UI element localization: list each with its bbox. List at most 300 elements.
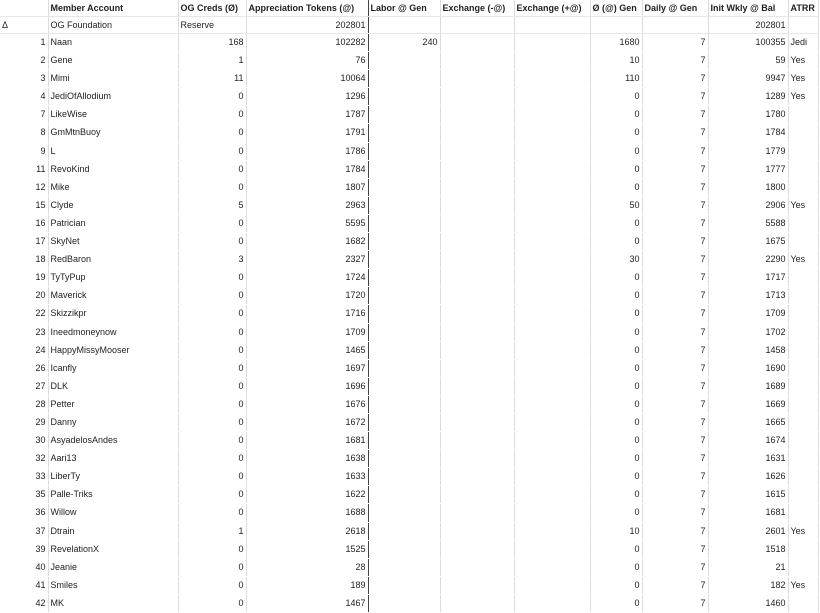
cell[interactable] [440,269,514,287]
cell[interactable]: 1777 [708,160,788,178]
cell[interactable]: 1665 [708,413,788,431]
cell[interactable]: 7 [642,576,708,594]
cell[interactable] [440,432,514,450]
cell[interactable]: Maverick [48,287,178,305]
cell[interactable] [368,106,440,124]
cell[interactable]: 22 [0,305,48,323]
cell[interactable]: 19 [0,269,48,287]
cell[interactable] [440,413,514,431]
header-cell[interactable] [0,0,48,17]
cell[interactable]: 168 [178,34,246,52]
cell[interactable] [368,504,440,522]
cell[interactable]: 0 [178,269,246,287]
cell[interactable]: TyTyPup [48,269,178,287]
cell[interactable]: 27 [0,377,48,395]
cell[interactable] [788,142,818,160]
cell[interactable]: 30 [0,432,48,450]
cell[interactable]: 1800 [708,178,788,196]
cell[interactable]: 1688 [246,504,368,522]
cell[interactable] [590,17,642,34]
cell[interactable]: 7 [642,124,708,142]
cell[interactable]: 0 [590,160,642,178]
cell[interactable]: 1682 [246,233,368,251]
cell[interactable]: 7 [642,52,708,70]
cell[interactable]: 1689 [708,377,788,395]
cell[interactable]: 1622 [246,486,368,504]
cell[interactable] [440,88,514,106]
cell[interactable]: Danny [48,413,178,431]
cell[interactable] [788,160,818,178]
cell[interactable]: 7 [642,395,708,413]
cell[interactable]: Yes [788,52,818,70]
cell[interactable]: 10 [590,522,642,540]
cell[interactable] [514,17,590,34]
cell[interactable] [514,432,590,450]
cell[interactable]: Yes [788,576,818,594]
cell[interactable] [514,142,590,160]
cell[interactable]: 240 [368,34,440,52]
cell[interactable]: 0 [178,504,246,522]
cell[interactable]: 50 [590,196,642,214]
cell[interactable] [514,214,590,232]
cell[interactable]: 1674 [708,432,788,450]
cell[interactable]: Palle-Triks [48,486,178,504]
cell[interactable]: 202801 [708,17,788,34]
cell[interactable] [788,287,818,305]
cell[interactable] [514,468,590,486]
cell[interactable]: 0 [178,359,246,377]
cell[interactable]: 100355 [708,34,788,52]
cell[interactable] [368,323,440,341]
cell[interactable]: 24 [0,341,48,359]
cell[interactable] [514,269,590,287]
cell[interactable]: 0 [178,395,246,413]
cell[interactable]: 7 [642,142,708,160]
cell[interactable] [514,413,590,431]
cell[interactable]: 0 [590,214,642,232]
cell[interactable]: 0 [590,305,642,323]
cell[interactable]: 4 [0,88,48,106]
cell[interactable] [514,160,590,178]
cell[interactable]: 1713 [708,287,788,305]
cell[interactable]: 1467 [246,594,368,612]
cell[interactable] [368,450,440,468]
cell[interactable] [440,359,514,377]
cell[interactable]: 1690 [708,359,788,377]
cell[interactable]: 33 [0,468,48,486]
cell[interactable] [368,341,440,359]
cell[interactable]: OG Foundation [48,17,178,34]
cell[interactable]: 2601 [708,522,788,540]
cell[interactable]: 202801 [246,17,368,34]
cell[interactable] [788,106,818,124]
cell[interactable]: 1676 [246,395,368,413]
cell[interactable]: 7 [642,413,708,431]
cell[interactable]: Mike [48,178,178,196]
cell[interactable]: 0 [590,413,642,431]
cell[interactable] [514,34,590,52]
cell[interactable]: 182 [708,576,788,594]
cell[interactable]: RevoKind [48,160,178,178]
cell[interactable] [440,17,514,34]
cell[interactable]: 1807 [246,178,368,196]
cell[interactable]: 0 [178,323,246,341]
cell[interactable]: 0 [178,178,246,196]
cell[interactable] [440,142,514,160]
cell[interactable] [440,540,514,558]
cell[interactable] [440,305,514,323]
cell[interactable] [788,504,818,522]
cell[interactable]: 0 [590,142,642,160]
cell[interactable]: 7 [642,359,708,377]
cell[interactable]: 7 [642,178,708,196]
cell[interactable]: 8 [0,124,48,142]
cell[interactable]: 0 [590,468,642,486]
cell[interactable]: 1465 [246,341,368,359]
cell[interactable]: 11 [0,160,48,178]
cell[interactable]: 0 [178,305,246,323]
cell[interactable]: 1633 [246,468,368,486]
cell[interactable]: 1724 [246,269,368,287]
header-appreciation-tokens[interactable]: Appreciation Tokens (@) [246,0,368,17]
cell[interactable]: 7 [642,214,708,232]
cell[interactable] [514,196,590,214]
cell[interactable] [368,432,440,450]
cell[interactable]: 1289 [708,88,788,106]
cell[interactable]: 7 [642,305,708,323]
cell[interactable]: L [48,142,178,160]
cell[interactable] [440,178,514,196]
cell[interactable]: 102282 [246,34,368,52]
cell[interactable]: 0 [178,540,246,558]
cell[interactable]: 1784 [246,160,368,178]
cell[interactable]: 189 [246,576,368,594]
cell[interactable]: Yes [788,70,818,88]
cell[interactable]: 1779 [708,142,788,160]
cell[interactable]: Patrician [48,214,178,232]
cell[interactable]: 1 [0,34,48,52]
cell[interactable] [788,468,818,486]
cell[interactable] [368,178,440,196]
cell[interactable]: 7 [642,106,708,124]
cell[interactable]: 10 [590,52,642,70]
cell[interactable]: 5 [178,196,246,214]
cell[interactable]: 1615 [708,486,788,504]
cell[interactable]: 7 [642,558,708,576]
cell[interactable] [368,359,440,377]
cell[interactable] [514,540,590,558]
cell[interactable]: LiberTy [48,468,178,486]
cell[interactable] [368,576,440,594]
cell[interactable] [440,341,514,359]
cell[interactable]: Willow [48,504,178,522]
cell[interactable] [788,17,818,34]
cell[interactable]: 0 [178,432,246,450]
cell[interactable] [368,522,440,540]
cell[interactable]: 0 [590,106,642,124]
cell[interactable]: RevelationX [48,540,178,558]
cell[interactable]: 3 [0,70,48,88]
cell[interactable]: 0 [590,287,642,305]
cell[interactable]: 0 [590,594,642,612]
cell[interactable] [788,359,818,377]
cell[interactable]: 0 [590,88,642,106]
cell[interactable] [368,88,440,106]
cell[interactable] [368,305,440,323]
cell[interactable]: 7 [642,486,708,504]
cell[interactable]: 42 [0,594,48,612]
cell[interactable] [788,594,818,612]
cell[interactable]: 3 [178,251,246,269]
cell[interactable]: 1681 [246,432,368,450]
cell[interactable]: 39 [0,540,48,558]
cell[interactable]: 0 [590,341,642,359]
cell[interactable] [440,395,514,413]
cell[interactable]: 1 [178,522,246,540]
cell[interactable]: 0 [590,558,642,576]
cell[interactable] [440,504,514,522]
cell[interactable] [440,450,514,468]
cell[interactable] [514,594,590,612]
cell[interactable]: 1518 [708,540,788,558]
cell[interactable]: Ineedmoneynow [48,323,178,341]
cell[interactable]: 1 [178,52,246,70]
cell[interactable]: 11 [178,70,246,88]
cell[interactable]: Clyde [48,196,178,214]
cell[interactable]: Dtrain [48,522,178,540]
cell[interactable]: 2327 [246,251,368,269]
cell[interactable]: 0 [590,359,642,377]
cell[interactable] [368,594,440,612]
cell[interactable] [440,468,514,486]
header-member-account[interactable]: Member Account [48,0,178,17]
cell[interactable]: 12 [0,178,48,196]
cell[interactable]: 0 [590,504,642,522]
cell[interactable]: 59 [708,52,788,70]
cell[interactable] [440,594,514,612]
cell[interactable]: 1460 [708,594,788,612]
cell[interactable]: Reserve [178,17,246,34]
cell[interactable]: JediOfAllodium [48,88,178,106]
cell[interactable]: 7 [0,106,48,124]
cell[interactable]: 1669 [708,395,788,413]
cell[interactable]: 1296 [246,88,368,106]
cell[interactable]: HappyMissyMooser [48,341,178,359]
cell[interactable]: 2963 [246,196,368,214]
cell[interactable] [368,269,440,287]
cell[interactable]: 30 [590,251,642,269]
cell[interactable] [368,251,440,269]
cell[interactable] [514,576,590,594]
cell[interactable] [788,124,818,142]
cell[interactable]: 28 [246,558,368,576]
cell[interactable]: 1672 [246,413,368,431]
cell[interactable]: 0 [178,233,246,251]
cell[interactable]: Skizzikpr [48,305,178,323]
cell[interactable] [514,486,590,504]
header-atrr[interactable]: ATRR [788,0,818,17]
cell[interactable]: 0 [590,233,642,251]
cell[interactable] [514,305,590,323]
cell[interactable]: Yes [788,251,818,269]
cell[interactable]: 7 [642,88,708,106]
cell[interactable]: Gene [48,52,178,70]
cell[interactable] [514,450,590,468]
cell[interactable] [514,287,590,305]
cell[interactable]: Petter [48,395,178,413]
cell[interactable]: 7 [642,196,708,214]
cell[interactable] [514,70,590,88]
cell[interactable] [368,70,440,88]
cell[interactable]: 1458 [708,341,788,359]
cell[interactable] [788,558,818,576]
cell[interactable]: 7 [642,432,708,450]
cell[interactable]: 1681 [708,504,788,522]
cell[interactable]: 7 [642,287,708,305]
cell[interactable]: 7 [642,450,708,468]
cell[interactable]: 1696 [246,377,368,395]
cell[interactable]: 36 [0,504,48,522]
cell[interactable]: 7 [642,323,708,341]
cell[interactable]: 20 [0,287,48,305]
cell[interactable] [788,178,818,196]
cell[interactable]: 1631 [708,450,788,468]
cell[interactable] [514,106,590,124]
cell[interactable]: 0 [178,558,246,576]
cell[interactable]: 1780 [708,106,788,124]
cell[interactable]: 0 [178,88,246,106]
cell[interactable]: 1702 [708,323,788,341]
cell[interactable] [440,214,514,232]
cell[interactable] [368,214,440,232]
cell[interactable]: 1791 [246,124,368,142]
cell[interactable]: 0 [178,106,246,124]
cell[interactable]: 0 [178,214,246,232]
cell[interactable]: Yes [788,522,818,540]
cell[interactable] [514,558,590,576]
cell[interactable] [514,52,590,70]
cell[interactable] [788,395,818,413]
cell[interactable]: 28 [0,395,48,413]
cell[interactable] [514,124,590,142]
cell[interactable]: 0 [178,576,246,594]
cell[interactable]: 29 [0,413,48,431]
cell[interactable] [514,341,590,359]
cell[interactable]: 7 [642,269,708,287]
cell[interactable] [514,88,590,106]
cell[interactable]: 0 [590,450,642,468]
cell[interactable]: 7 [642,341,708,359]
cell[interactable] [440,486,514,504]
cell[interactable]: 0 [590,178,642,196]
cell[interactable]: 1787 [246,106,368,124]
cell[interactable] [514,504,590,522]
cell[interactable]: 76 [246,52,368,70]
cell[interactable] [788,233,818,251]
cell[interactable]: 32 [0,450,48,468]
cell[interactable] [514,233,590,251]
cell[interactable]: 0 [590,377,642,395]
cell[interactable]: 0 [178,450,246,468]
cell[interactable]: 17 [0,233,48,251]
cell[interactable]: 7 [642,70,708,88]
cell[interactable] [788,486,818,504]
cell[interactable]: 7 [642,34,708,52]
cell[interactable]: 0 [590,323,642,341]
header-daily-gen[interactable]: Daily @ Gen [642,0,708,17]
header-labor-gen[interactable]: Labor @ Gen [368,0,440,17]
cell[interactable]: 0 [590,269,642,287]
cell[interactable] [368,17,440,34]
cell[interactable] [440,576,514,594]
cell[interactable] [368,196,440,214]
cell[interactable]: 0 [178,413,246,431]
cell[interactable] [440,251,514,269]
cell[interactable]: 2 [0,52,48,70]
cell[interactable]: 7 [642,251,708,269]
cell[interactable]: Naan [48,34,178,52]
cell[interactable]: 0 [178,486,246,504]
cell[interactable]: 40 [0,558,48,576]
cell[interactable] [368,377,440,395]
cell[interactable]: 26 [0,359,48,377]
cell[interactable]: Aari13 [48,450,178,468]
cell[interactable]: Icanfly [48,359,178,377]
cell[interactable]: 7 [642,522,708,540]
cell[interactable] [788,432,818,450]
cell[interactable]: SkyNet [48,233,178,251]
cell[interactable]: 7 [642,504,708,522]
cell[interactable] [368,233,440,251]
cell[interactable] [514,251,590,269]
cell[interactable]: 0 [590,540,642,558]
header-exchange-minus[interactable]: Exchange (-@) [440,0,514,17]
header-exchange-plus[interactable]: Exchange (+@) [514,0,590,17]
cell[interactable] [440,124,514,142]
cell[interactable]: 15 [0,196,48,214]
cell[interactable] [368,142,440,160]
cell[interactable] [368,413,440,431]
cell[interactable] [440,558,514,576]
cell[interactable]: 1709 [246,323,368,341]
cell[interactable]: Jeanie [48,558,178,576]
cell[interactable]: 0 [178,160,246,178]
cell[interactable]: 7 [642,468,708,486]
cell[interactable]: 41 [0,576,48,594]
cell[interactable]: Jedi [788,34,818,52]
cell[interactable]: Δ [0,17,48,34]
cell[interactable] [368,540,440,558]
cell[interactable]: Smiles [48,576,178,594]
cell[interactable] [514,522,590,540]
cell[interactable]: 9 [0,142,48,160]
cell[interactable]: RedBaron [48,251,178,269]
cell[interactable]: 0 [178,594,246,612]
cell[interactable]: 1786 [246,142,368,160]
cell[interactable] [788,269,818,287]
cell[interactable]: 9947 [708,70,788,88]
cell[interactable] [368,52,440,70]
cell[interactable] [440,34,514,52]
cell[interactable]: 7 [642,160,708,178]
cell[interactable] [440,287,514,305]
cell[interactable]: 0 [590,432,642,450]
cell[interactable]: LikeWise [48,106,178,124]
cell[interactable]: 1680 [590,34,642,52]
cell[interactable]: 0 [178,287,246,305]
cell[interactable]: 2290 [708,251,788,269]
cell[interactable] [368,287,440,305]
